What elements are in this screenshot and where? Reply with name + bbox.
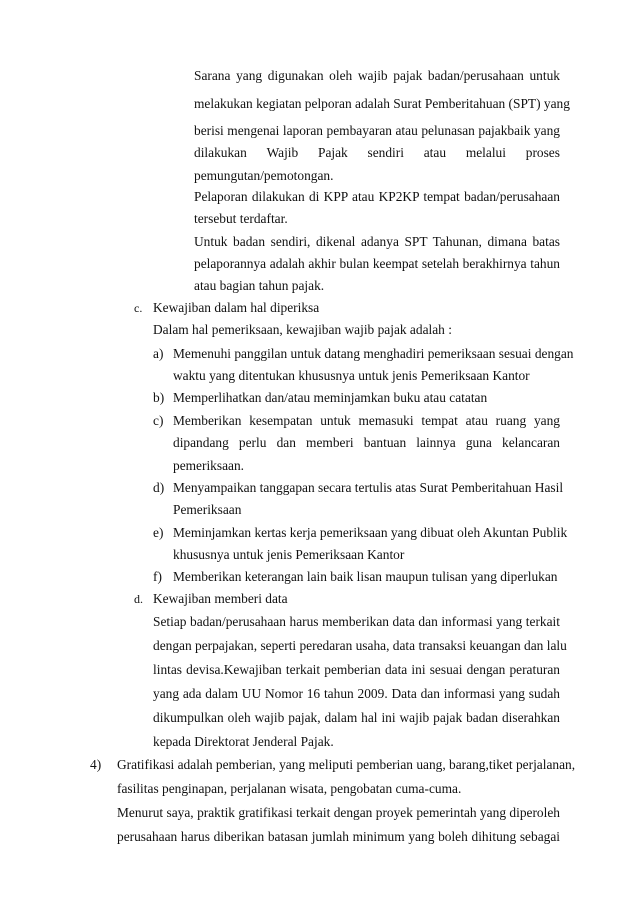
section-c-heading: Kewajiban dalam hal diperiksa	[153, 300, 320, 315]
section-4-line3: Menurut saya, praktik gratifikasi terkait dengan proyek pemerintah yang diperoleh	[117, 805, 560, 820]
item-a-marker: a)	[153, 346, 164, 361]
section-d-marker: d.	[134, 592, 143, 606]
section-c-intro: Dalam hal pemeriksaan, kewajiban wajib pajak adalah :	[153, 322, 452, 337]
para3-line1: Untuk badan sendiri, dikenal adanya SPT Tahunan, dimana batas	[194, 234, 560, 249]
section-4-line1: Gratifikasi adalah pemberian, yang meliputi pemberian uang, barang,tiket perjalanan,	[117, 757, 576, 772]
word: sendiri	[367, 145, 404, 160]
item-c-line2: dipandang perlu dan memberi bantuan lainnya guna kelancaran	[173, 435, 560, 450]
item-e-line2: khususnya untuk jenis Pemeriksaan Kantor	[173, 547, 405, 562]
item-d-line1: Menyampaikan tanggapan secara tertulis atas Surat Pemberitahuan Hasil	[173, 480, 564, 495]
item-c-line3: pemeriksaan.	[173, 458, 245, 473]
item-d-marker: d)	[153, 480, 165, 495]
word: melalui	[465, 145, 506, 160]
item-e-marker: e)	[153, 525, 164, 540]
word: proses	[525, 145, 560, 160]
para3-line2: pelaporannya adalah akhir bulan keempat setelah berakhirnya tahun	[194, 256, 560, 271]
item-f-line1: Memberikan keterangan lain baik lisan maupun tulisan yang diperlukan	[173, 569, 558, 584]
para1-line5: pemungutan/pemotongan.	[194, 168, 334, 183]
section-d-heading: Kewajiban memberi data	[153, 591, 288, 606]
word: atau	[423, 145, 447, 160]
para2-line1: Pelaporan dilakukan di KPP atau KP2KP tempat badan/perusahaan	[194, 189, 560, 204]
para1-line1: Sarana yang digunakan oleh wajib pajak badan/perusahaan untuk	[194, 68, 560, 83]
word: dilakukan	[194, 145, 247, 160]
section-d-line2: dengan perpajakan, seperti peredaran usaha, data transaksi keuangan dan lalu	[153, 638, 567, 653]
item-d-line2: Pemeriksaan	[173, 502, 242, 517]
item-b-line1: Memperlihatkan dan/atau meminjamkan buku atau catatan	[173, 390, 488, 405]
para1-line3: berisi mengenai laporan pembayaran atau pelunasan pajakbaik yang	[194, 123, 560, 138]
para1-line4	[194, 145, 560, 161]
section-d-line6: kepada Direktorat Jenderal Pajak.	[153, 734, 334, 749]
word: Wajib	[266, 145, 299, 160]
item-a-line1: Memenuhi panggilan untuk datang menghadiri pemeriksaan sesuai dengan	[173, 346, 574, 361]
section-d-line5: dikumpulkan oleh wajib pajak, dalam hal ini wajib pajak badan diserahkan	[153, 710, 560, 725]
section-c-marker: c.	[134, 301, 143, 315]
section-4-line4: perusahaan harus diberikan batasan jumlah minimum yang boleh dihitung sebagai	[117, 829, 560, 844]
para1-line2: melakukan kegiatan pelporan adalah Surat Pemberitahuan (SPT) yang	[194, 96, 570, 111]
para3-line3: atau bagian tahun pajak.	[194, 278, 325, 293]
para2-line2: tersebut terdaftar.	[194, 211, 288, 226]
section-d-line3: lintas devisa.Kewajiban terkait pemberian data ini sesuai dengan peraturan	[153, 662, 560, 677]
section-4-line2: fasilitas penginapan, perjalanan wisata, pengobatan cuma-cuma.	[117, 781, 462, 796]
section-4-marker: 4)	[90, 757, 102, 772]
word: Pajak	[318, 145, 348, 160]
item-a-line2: waktu yang ditentukan khususnya untuk jenis Pemeriksaan Kantor	[173, 368, 530, 383]
section-d-line1: Setiap badan/perusahaan harus memberikan data dan informasi yang terkait	[153, 614, 560, 629]
item-e-line1: Meminjamkan kertas kerja pemeriksaan yang dibuat oleh Akuntan Publik	[173, 525, 568, 540]
section-d-line4: yang ada dalam UU Nomor 16 tahun 2009. Data dan informasi yang sudah	[153, 686, 560, 701]
item-c-marker: c)	[153, 413, 164, 428]
item-f-marker: f)	[153, 569, 162, 584]
item-c-line1: Memberikan kesempatan untuk memasuki tempat atau ruang yang	[173, 413, 560, 428]
item-b-marker: b)	[153, 390, 165, 405]
